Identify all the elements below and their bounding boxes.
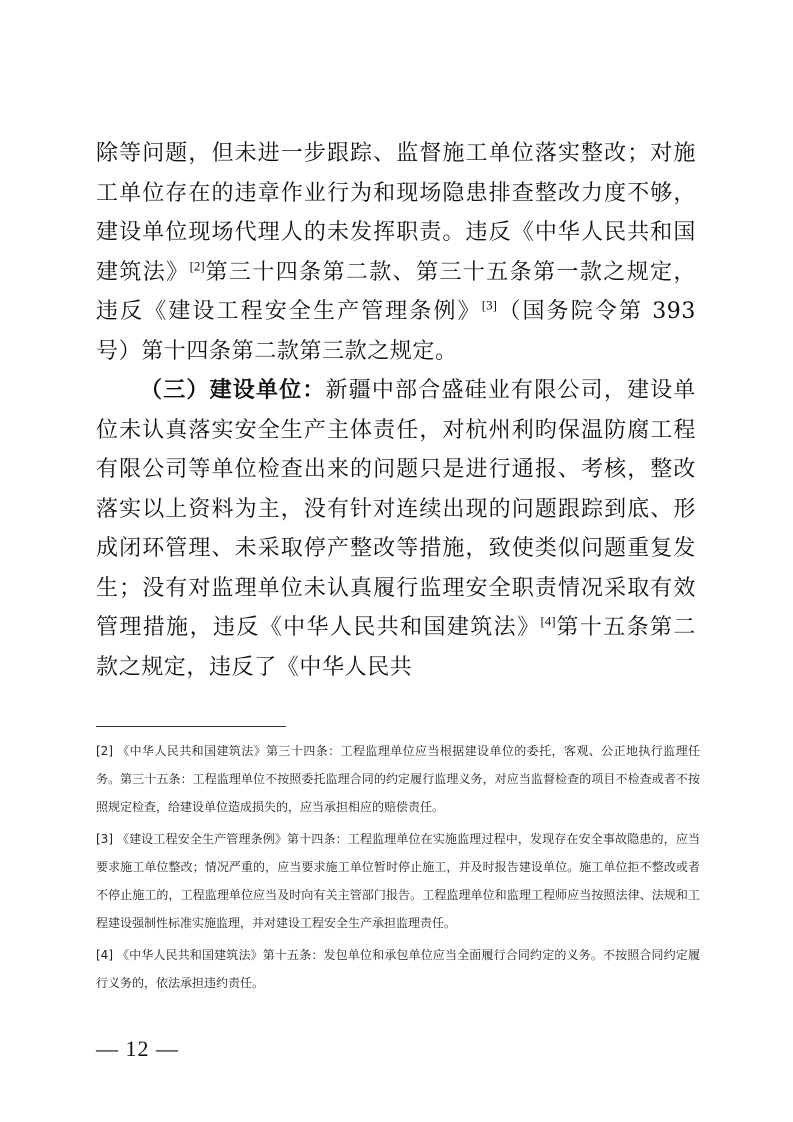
paragraph-text: 新疆中部合盛硅业有限公司，建设单位未认真落实安全生产主体责任，对杭州利昀保温防腐工程有限公司等单位检查出来的问题只是进行通报、考核，整改落实以上资料为主，没有针对连续出现的问题跟踪到底、形成闭环管理、未采取停产整改等措施，致使类似问题重复发生；没有对监理单位未认真履行监理安全职责情况采取有效管理措施，违反《中华人民共和国建筑法》 — [96, 378, 696, 640]
paragraph-text: 第十五条第二款之规定，违反了《中华人民共 — [96, 615, 696, 680]
section-heading: （三）建设单位： — [140, 377, 326, 403]
body-paragraph-2 — [96, 371, 696, 687]
page-number: — 12 — — [96, 1036, 179, 1061]
paragraph-text: 除等问题，但未进一步跟踪、监督施工单位落实整改；对施工单位存在的违章作业行为和现场隐患排查整改力度不够，建设单位现场代理人的未发挥职责。违反《中华人民共和国建筑法》 — [96, 141, 696, 285]
footnote-item — [96, 737, 700, 821]
footnote-text: 《中华人民共和国建筑法》第三十四条：工程监理单位应当根据建设单位的委托，客观、公正地执行监理任务。第三十五条：工程监理单位不按照委托监理合同的约定履行监理义务，对应当监督检查的项目不检查或者不按照规定检查，给建设单位造成损失的，应当承担相应的赔偿责任。 — [96, 744, 700, 814]
footnote-marker: [2] — [96, 744, 113, 758]
footnote-reference[interactable]: [3] — [481, 297, 497, 313]
footnote-item — [96, 941, 700, 997]
footnote-reference[interactable]: [2] — [189, 258, 205, 274]
footnote-marker: [3] — [96, 832, 113, 846]
footnote-item — [96, 825, 700, 937]
footnote-text: 《建设工程安全生产管理条例》第十四条：工程监理单位在实施监理过程中，发现存在安全事故隐患的，应当要求施工单位整改；情况严重的，应当要求施工单位暂时停止施工，并及时报告建设单位。施工单位拒不整改或者不停止施工的，工程监理单位应当及时向有关主管部门报告。工程监理单位和监理工程师应当按照法律、法规和工程建设强制性标准实施监理，并对建设工程安全生产承担监理责任。 — [96, 832, 700, 930]
footnotes-section — [96, 737, 700, 1001]
main-body-text — [96, 134, 696, 687]
body-paragraph-1 — [96, 134, 696, 371]
footnote-marker: [4] — [96, 948, 113, 962]
paragraph-text: 第三十四条第二款、第三十五条第一款之规定，违反《建设工程安全生产管理条例》 — [96, 259, 696, 324]
paragraph-text: （国务院令第 393 号）第十四条第二款第三款之规定。 — [96, 299, 696, 364]
footnote-reference[interactable]: [4] — [540, 613, 556, 629]
footnote-divider — [96, 726, 286, 727]
footnote-text: 《中华人民共和国建筑法》第十五条：发包单位和承包单位应当全面履行合同约定的义务。不按照合同约定履行义务的，依法承担违约责任。 — [96, 948, 700, 990]
